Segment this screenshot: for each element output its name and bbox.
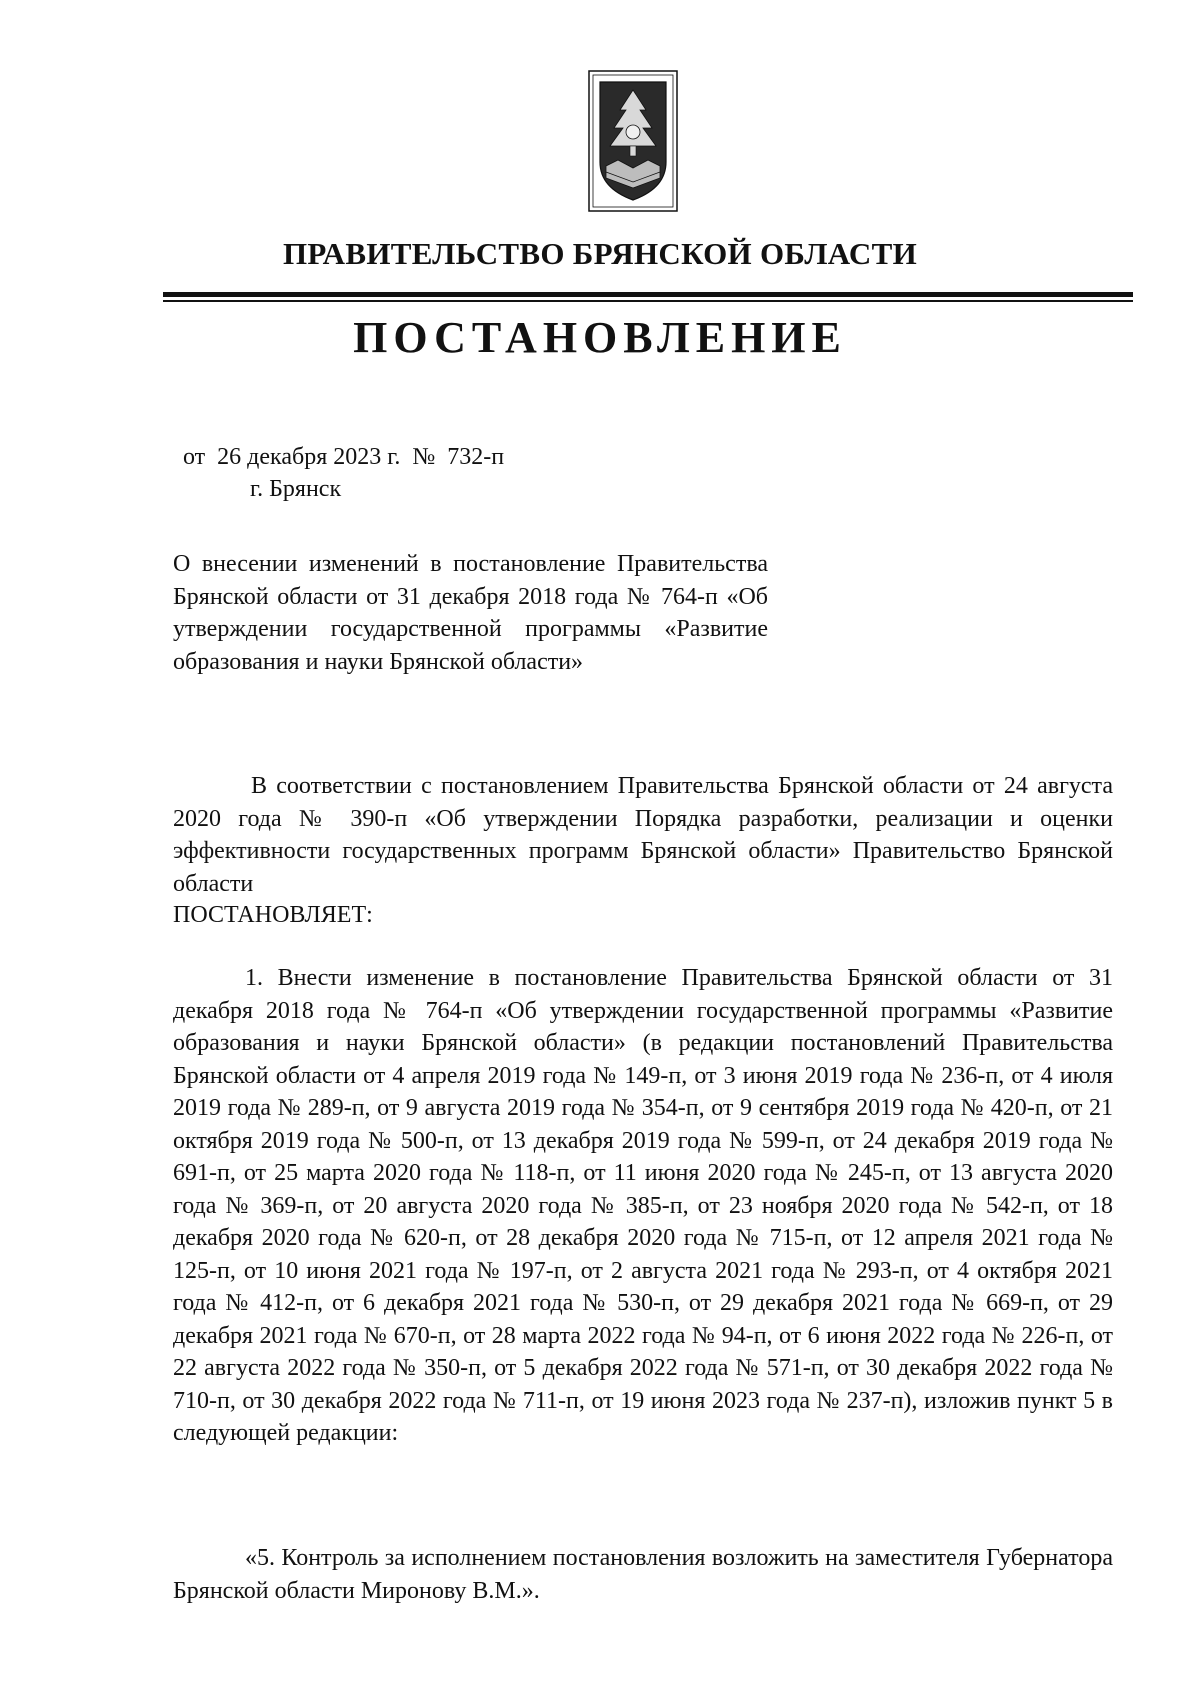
document-type-title: ПОСТАНОВЛЕНИЕ [353,313,847,362]
bryansk-coat-of-arms-icon [588,70,678,212]
document-subject: О внесении изменений в постановление Правительства Брянской области от 31 декабря 2018 года № 764-п «Об утверждении государственной программы «Развитие образования и науки Брянской области» [173,551,768,675]
header-divider-thin [163,300,1133,302]
item-1-paragraph: 1. Внести изменение в постановление Правительства Брянской области от 31 декабря 2018 года № 764-п «Об утверждении государственной программы «Развитие образования и науки Брянской области» (в редакции постановлений Правительства Брянской области от 4 апреля 2019 года № 149-п, от 3 июня 2019 года № 236-п, от 4 июля 2019 года № 289-п, от 9 августа 2019 года № 354-п, от 9 сентября 2019 года № 420-п, от 21 октября 2019 года № 500-п, от 13 декабря 2019 года № 599-п, от 24 декабря 2019 года № 691-п, от 25 марта 2020 года № 118-п, от 11 июня 2020 года № 245-п, от 13 августа 2020 года № 369-п, от 20 августа 2020 года № 385-п, от 23 ноября 2020 года № 542-п, от 18 декабря 2020 года № 620-п, от 28 декабря 2020 года № 715-п, от 12 апреля 2021 года № 125-п, от 10 июня 2021 года № 197-п, от 2 августа 2021 года № 293-п, от 4 октября 2021 года № 412-п, от 6 декабря 2021 года № 530-п, от 29 декабря 2021 года № 669-п, от 29 декабря 2021 года № 670-п, от 28 марта 2022 года № 94-п, от 6 июня 2022 года № 226-п, от 22 августа 2022 года № 350-п, от 5 декабря 2022 года № 571-п, от 30 декабря 2022 года № 710-п, от 30 декабря 2022 года № 711-п, от 19 июня 2023 года № 237-п), изложив пункт 5 в следующей редакции: [173,965,1113,1446]
document-date-number: от 26 декабря 2023 г. № 732-п [183,444,505,470]
organization-title: ПРАВИТЕЛЬСТВО БРЯНСКОЙ ОБЛАСТИ [282,236,918,271]
resolves-heading: ПОСТАНОВЛЯЕТ: [173,902,373,928]
header-divider-thick [163,292,1133,297]
document-city: г. Брянск [250,476,342,502]
item-5-paragraph: «5. Контроль за исполнением постановления возложить на заместителя Губернатора Брянской области Миронову В.М.». [173,1545,1113,1604]
preamble-paragraph: В соответствии с постановлением Правительства Брянской области от 24 августа 2020 года № 390-п «Об утверждении Порядка разработки, реализации и оценки эффективности государственных программ Брянской области» Правительство Брянской области [173,773,1113,897]
